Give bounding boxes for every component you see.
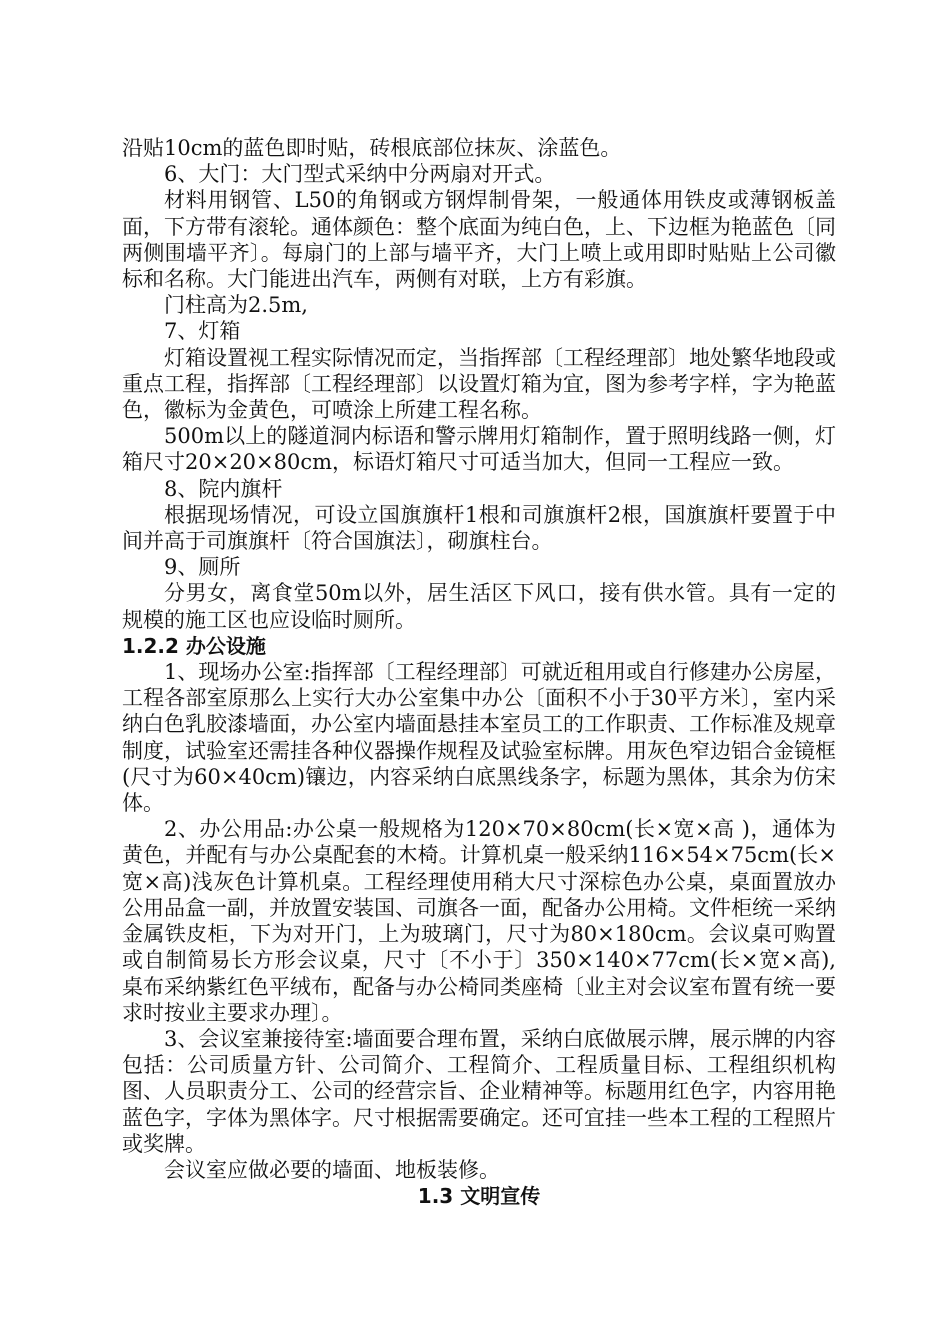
body-paragraph: 灯箱设置视工程实际情况而定，当指挥部〔工程经理部〕地处繁华地段或重点工程，指挥部〔工程经理部〕以设置灯箱为宜，图为参考字样，字为艳蓝色，徽标为金黄色，可喷涂上所建工程名称。 — [122, 345, 836, 423]
body-paragraph: 9、厕所 — [164, 555, 241, 580]
body-paragraph: 7、灯箱 — [164, 319, 241, 344]
body-paragraph: 500m以上的隧道洞内标语和警示牌用灯箱制作，置于照明线路一侧，灯箱尺寸20×20×80cm，标语灯箱尺寸可适当加大，但同一工程应一致。 — [122, 424, 836, 475]
body-paragraph: 8、院内旗杆 — [164, 476, 283, 501]
section-heading: 1.2.2 办公设施 — [122, 633, 266, 658]
body-paragraph: 3、会议室兼接待室:墙面要合理布置，采纳白底做展示牌，展示牌的内容包括：公司质量方针、公司简介、工程简介、工程质量目标、工程组织机构图、人员职责分工、公司的经营宗旨、企业精神等。标题用红色字，内容用艳蓝色字，字体为黑体字。尺寸根据需要确定。还可宜挂一些本工程的工程照片或奖牌。 — [122, 1026, 836, 1156]
body-paragraph: 材料用钢管、L50的角钢或方钢焊制骨架，一般通体用铁皮或薄钢板盖面，下方带有滚轮。通体颜色：整个底面为纯白色，上、下边框为艳蓝色〔同两侧围墙平齐〕。每扇门的上部与墙平齐，大门上喷上或用即时贴贴上公司徽标和名称。大门能进出汽车，两侧有对联，上方有彩旗。 — [122, 188, 836, 292]
body-paragraph: 1、现场办公室:指挥部〔工程经理部〕可就近租用或自行修建办公房屋，工程各部室原那么上实行大办公室集中办公〔面积不小于30平方米〕，室内采纳白色乳胶漆墙面，办公室内墙面悬挂本室员工的工作职责、工作标准及规章制度，试验室还需挂各种仪器操作规程及试验室标牌。用灰色窄边铝合金镜框(尺寸为60×40cm)镶边，内容采纳白底黑线条字，标题为黑体，其余为仿宋体。 — [122, 660, 836, 816]
body-paragraph: 根据现场情况，可设立国旗旗杆1根和司旗旗杆2根，国旗旗杆要置于中间并高于司旗旗杆〔符合国旗法〕，砌旗柱台。 — [122, 502, 836, 554]
body-paragraph: 沿贴10cm的蓝色即时贴，砖根底部位抹灰、涂蓝色。 — [122, 136, 622, 160]
body-paragraph: 门柱高为2.5m, — [164, 293, 308, 318]
body-paragraph: 6、大门：大门型式采纳中分两扇对开式。 — [164, 162, 556, 187]
body-paragraph: 2、办公用品:办公桌一般规格为120×70×80cm(长×宽×高 )，通体为黄色，并配有与办公桌配套的木椅。计算机桌一般采纳116×54×75cm(长×宽×高)浅灰色计算机桌。工程经理使用稍大尺寸深棕色办公桌，桌面置放办公用品盒一副，并放置安装国、司旗各一面，配备办公用椅。文件柜统一采纳金属铁皮柜，下为对开门，上为玻璃门，尺寸为80×180cm。会议桌可购置或自制简易长方形会议桌，尺寸〔不小于〕350×140×77cm(长×宽×高),桌布采纳紫红色平绒布，配备与办公椅同类座椅〔业主对会议室布置有统一要求时按业主要求办理〕。 — [122, 817, 836, 1025]
body-paragraph: 会议室应做必要的墙面、地板装修。 — [164, 1157, 500, 1182]
document-body — [122, 135, 836, 1209]
section-heading: 1.3 文明宣传 — [417, 1184, 541, 1209]
body-paragraph: 分男女，离食堂50m以外，居生活区下风口，接有供水管。具有一定的规模的施工区也应设临时厕所。 — [122, 581, 836, 632]
